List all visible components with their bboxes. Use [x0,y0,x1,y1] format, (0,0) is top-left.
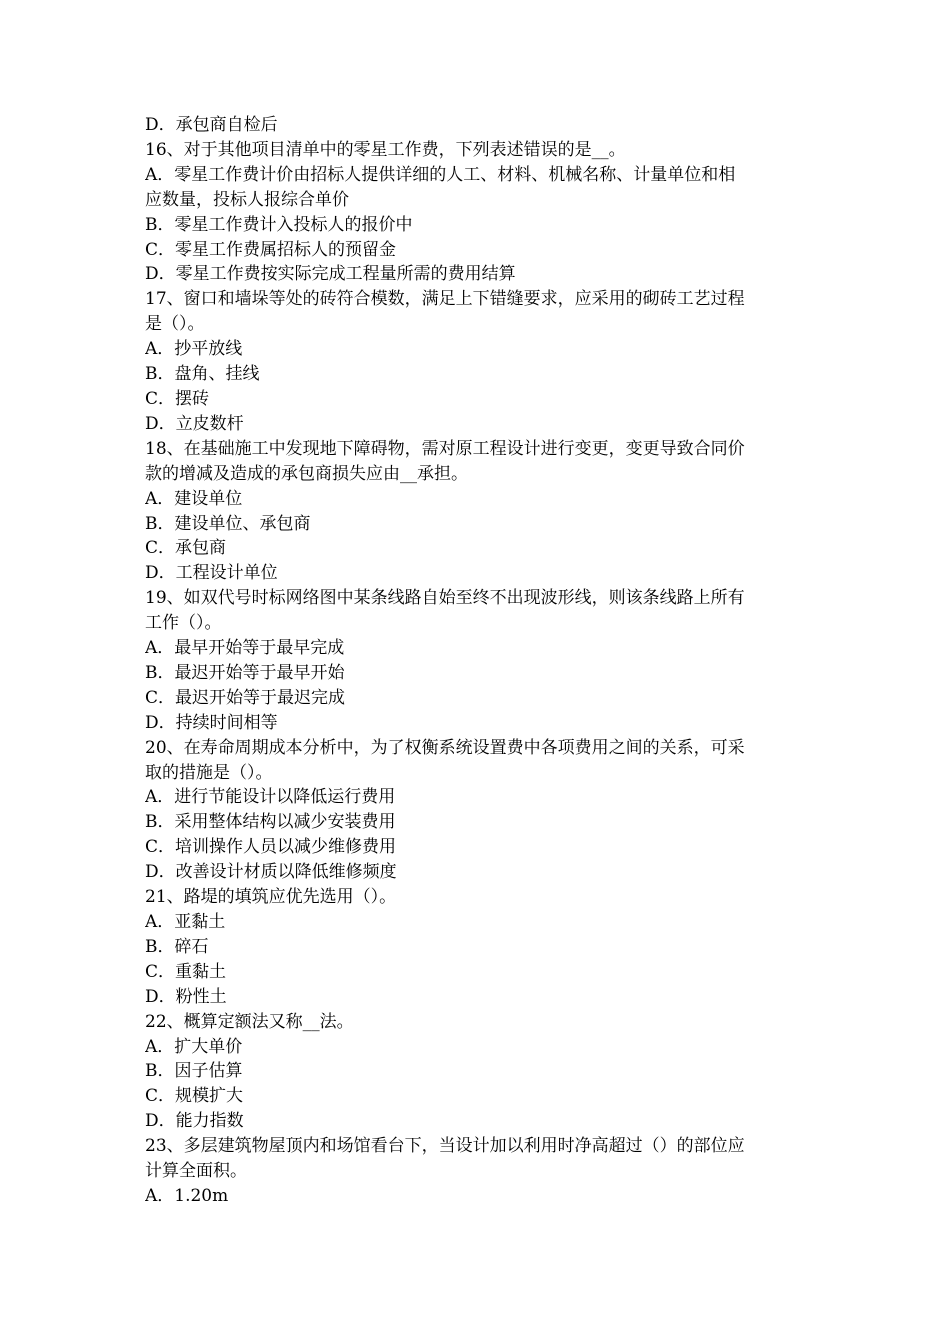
text-line: 18、在基础施工中发现地下障碍物，需对原工程设计进行变更，变更导致合同价 [145,438,745,459]
text-line: 款的增减及造成的承包商损失应由__承担。 [145,463,468,484]
text-line: C．零星工作费属招标人的预留金 [145,239,397,260]
text-line: D．能力指数 [145,1111,244,1132]
text-line: A．扩大单价 [145,1036,243,1057]
text-line: A．进行节能设计以降低运行费用 [145,787,396,808]
text-line: 21、路堤的填筑应优先选用（）。 [145,887,397,908]
text-line: 工作（）。 [145,613,222,634]
text-line: D．工程设计单位 [145,563,278,584]
text-line: A．零星工作费计价由招标人提供详细的人工、材料、机械名称、计量单位和相 [145,164,736,185]
text-line: 19、如双代号时标网络图中某条线路自始至终不出现波形线，则该条线路上所有 [145,588,745,609]
text-line: 计算全面积。 [145,1161,247,1182]
document-page [145,113,813,1209]
text-line: C．培训操作人员以减少维修费用 [145,837,397,858]
text-line: A．建设单位 [145,488,243,509]
text-line: 应数量，投标人报综合单价 [145,189,349,210]
text-line: 16、对于其他项目清单中的零星工作费，下列表述错误的是__。 [145,139,626,160]
text-line: 20、在寿命周期成本分析中，为了权衡系统设置费中各项费用之间的关系，可采 [145,737,745,758]
text-line: C．摆砖 [145,388,210,409]
text-line: A．最早开始等于最早完成 [145,638,345,659]
text-line: D．粉性土 [145,986,227,1007]
text-line: C．承包商 [145,538,227,559]
text-line: B．因子估算 [145,1061,243,1082]
text-line: B．采用整体结构以减少安装费用 [145,812,396,833]
text-line: C．最迟开始等于最迟完成 [145,687,346,708]
text-line: A．1.20m [145,1185,229,1206]
text-line: D．零星工作费按实际完成工程量所需的费用结算 [145,264,516,285]
text-line: B．盘角、挂线 [145,364,260,385]
text-line: D．立皮数杆 [145,413,244,434]
text-line: 是（）。 [145,314,205,335]
text-line: 17、窗口和墙垛等处的砖符合模数，满足上下错缝要求，应采用的砌砖工艺过程 [145,289,745,310]
text-line: D．承包商自检后 [145,115,278,135]
text-line: 取的措施是（）。 [145,762,273,783]
text-line: B．建设单位、承包商 [145,513,311,534]
text-line: B．最迟开始等于最早开始 [145,662,345,683]
text-line: D．改善设计材质以降低维修频度 [145,862,397,883]
text-line: 22、概算定额法又称__法。 [145,1011,354,1032]
text-line: A．亚黏土 [145,912,226,932]
text-line: C．规模扩大 [145,1086,244,1107]
text-line: A．抄平放线 [145,339,243,360]
text-line: B．碎石 [145,936,209,957]
text-line: 23、多层建筑物屋顶内和场馆看台下，当设计加以利用时净高超过（）的部位应 [145,1136,745,1157]
text-line: B．零星工作费计入投标人的报价中 [145,214,413,235]
text-line: C．重黏土 [145,961,227,982]
text-line: D．持续时间相等 [145,712,278,733]
